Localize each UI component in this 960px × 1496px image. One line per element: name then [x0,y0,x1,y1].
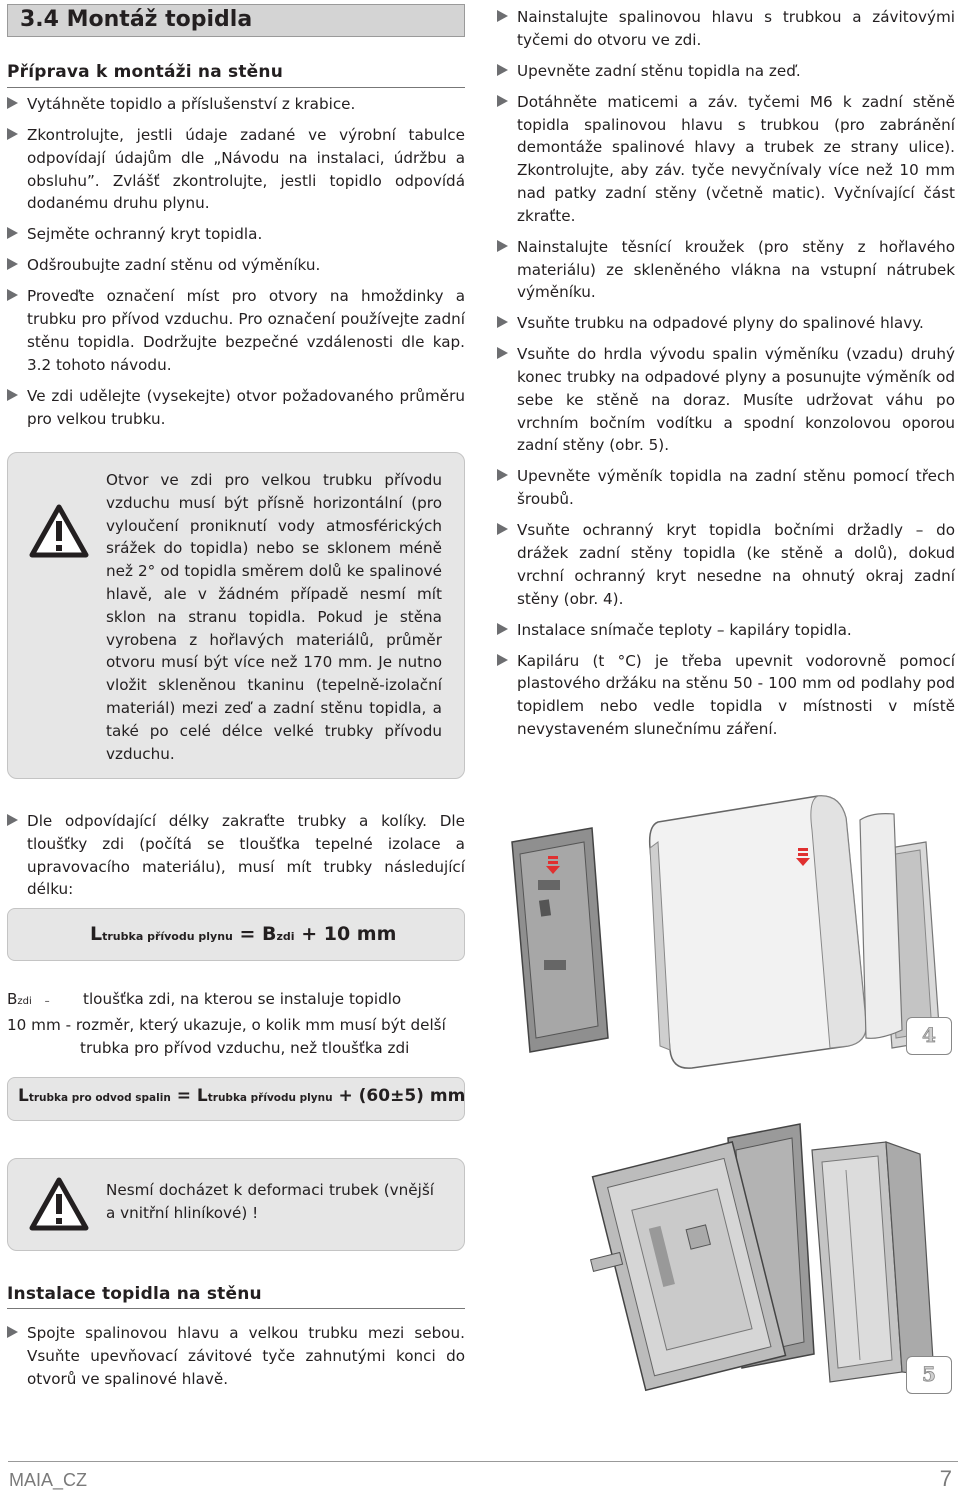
definition-mm-line2: trubka pro přívod vzduchu, než tloušťka zdi [80,1039,410,1057]
list-item: Ve zdi udělejte (vysekejte) otvor požadovaného průměru pro velkou trubku. [7,385,465,431]
install-list-left [7,1322,465,1399]
arrow-bullet-icon [497,95,508,107]
list-item: Instalace snímače teploty – kapiláry topidla. [497,619,955,642]
section-title-bar [7,4,465,37]
warning-box-deform [7,1158,465,1251]
arrow-bullet-icon [7,389,18,401]
list-item: Upevněte zadní stěnu topidla na zeď. [497,60,955,83]
footer-rule [8,1461,958,1462]
formula-intake: Ltrubka přívodu plynu = Bzdi + 10 mm [90,923,397,945]
arrow-bullet-icon [497,469,508,481]
warning-triangle-icon [28,503,90,559]
list-item: Dle odpovídající délky zakraťte trubky a kolíky. Dle tloušťky zdi (počítá se tloušťka tepelné izolace a upravovacího materiálu), musí mít trubky následující délku: [7,810,465,901]
arrow-bullet-icon [497,347,508,359]
figure-4-number: 4 [906,1017,952,1055]
list-item: Vsuňte do hrdla vývodu spalin výměníku (vzadu) druhý konec trubky na odpadové plyny a posunujte výměník od sebe ke stěně na doraz. Musíte udržovat váhu po vrchním bočním vodítku a spodní konzolovou oporou zadní stěny (obr. 5). [497,343,955,457]
install-heading-rule [7,1308,465,1309]
arrow-bullet-icon [7,814,18,826]
list-item: Kapiláru (t °C) je třeba upevnit vodorovně pomocí plastového držáku na stěnu 50 - 100 mm od podlahy pod topidlem nebo vedle topidla v místnosti v místě nevystaveném slunečnímu záření. [497,650,955,741]
list-item: Upevněte výměník topidla na zadní stěnu pomocí třech šroubů. [497,465,955,511]
section-title: 3.4 Montáž topidla [20,7,253,32]
arrow-bullet-icon [7,227,18,239]
list-item: Proveďte označení míst pro otvory na hmoždinky a trubku pro přívod vzduchu. Pro označení používejte zadní stěnu topidla. Dodržujte bezpečné vzdálenosti dle kap. 3.2 tohoto návodu. [7,285,465,376]
definition-wall-text: tloušťka zdi, na kterou se instaluje topidlo [83,990,402,1008]
arrow-bullet-icon [497,316,508,328]
prep-heading: Příprava k montáži na stěnu [7,62,283,82]
prep-heading-rule [7,87,465,88]
arrow-bullet-icon [7,97,18,109]
arrow-bullet-icon [7,128,18,140]
list-item: Odšroubujte zadní stěnu od výměníku. [7,254,465,277]
install-heading: Instalace topidla na stěnu [7,1284,262,1304]
arrow-bullet-icon [7,1326,18,1338]
list-item: Nainstalujte těsnící kroužek (pro stěny z hořlavého materiálu) ze skleněného vlákna na vstupní nátrubek výměníku. [497,236,955,304]
formula-exhaust: Ltrubka pro odvod spalin = Ltrubka přívodu plynu + (60±5) mm [18,1086,466,1106]
arrow-bullet-icon [7,258,18,270]
warning-text: Nesmí docházet k deformaci trubek (vnější a vnitřní hliníkové) ! [106,1181,434,1222]
footer-page-number: 7 [939,1466,952,1491]
list-item: Zkontrolujte, jestli údaje zadané ve výrobní tabulce odpovídají údajům dle „Návodu na instalaci, údržbu a obsluhu”. Zvlášť zkontrolujte, jestli topidlo odpovídá dodanému druhu plynu. [7,124,465,215]
arrow-bullet-icon [497,64,508,76]
list-item: Nainstalujte spalinovou hlavu s trubkou a závitovými tyčemi do otvoru ve zdi. [497,6,955,52]
arrow-bullet-icon [7,289,18,301]
arrow-bullet-icon [497,523,508,535]
list-item: Vsuňte trubku na odpadové plyny do spalinové hlavy. [497,312,955,335]
definition-mm-line1: 10 mm - rozměr, který ukazuje, o kolik mm musí být delší [7,1016,446,1034]
list-item: Vsuňte ochranný kryt topidla bočními držadly – do drážek zadní stěny topidla (ke stěně a dolů), dokud vrchní ochranný kryt nesedne na ohnutý okraj zadní stěny (obr. 4). [497,519,955,610]
formula-box-exhaust [7,1077,465,1121]
figure-5-number: 5 [906,1356,952,1394]
arrow-bullet-icon [497,654,508,666]
figure-4-illustration [500,790,955,1070]
arrow-bullet-icon [497,10,508,22]
formula-box-intake [7,908,465,961]
arrow-bullet-icon [497,623,508,635]
list-item: Vytáhněte topidlo a příslušenství z krabice. [7,93,465,116]
warning-box-hole [7,452,465,779]
lengths-list [7,810,465,909]
footer-document-code: MAIA_CZ [9,1470,88,1490]
arrow-bullet-icon [497,240,508,252]
warning-triangle-icon [28,1176,90,1232]
figure-5-illustration [500,1110,955,1410]
warning-text: Otvor ve zdi pro velkou trubku přívodu vzduchu musí být přísně horizontální (pro vyloučení proniknutí vody atmosférických srážek do topidla) nebo se sklonem méně než 2° od topidla směrem dolů ke spalinové hlavě, ale v žádném případě nesmí mít sklon na stranu topidla. Pokud je stěna vyrobena z hořlavých materiálů, průměr otvoru musí být více než 170 mm. Je nutno vložit skleněnou tkaninu (tepelně-izolační materiál) mezi zeď a zadní stěnu topidla, a také po celé délce velké trubky přívodu vzduchu. [106,471,442,763]
definition-wall: Bzdi – [7,990,50,1008]
list-item: Spojte spalinovou hlavu a velkou trubku mezi sebou. Vsuňte upevňovací závitové tyče zahnutými konci do otvorů ve spalinové hlavě. [7,1322,465,1390]
list-item: Sejměte ochranný kryt topidla. [7,223,465,246]
prep-list [7,93,465,438]
install-list-right [497,6,955,749]
list-item: Dotáhněte maticemi a záv. tyčemi M6 k zadní stěně topidla spalinovou hlavu s trubkou (pro zabránění demontáže spalinové hlavy a trubek ze strany ulice). Zkontrolujte, aby záv. tyče nevyčnívaly více než 10 mm nad patky zadní stěny (včetně matic). Vyčnívající část zkraťte. [497,91,955,228]
